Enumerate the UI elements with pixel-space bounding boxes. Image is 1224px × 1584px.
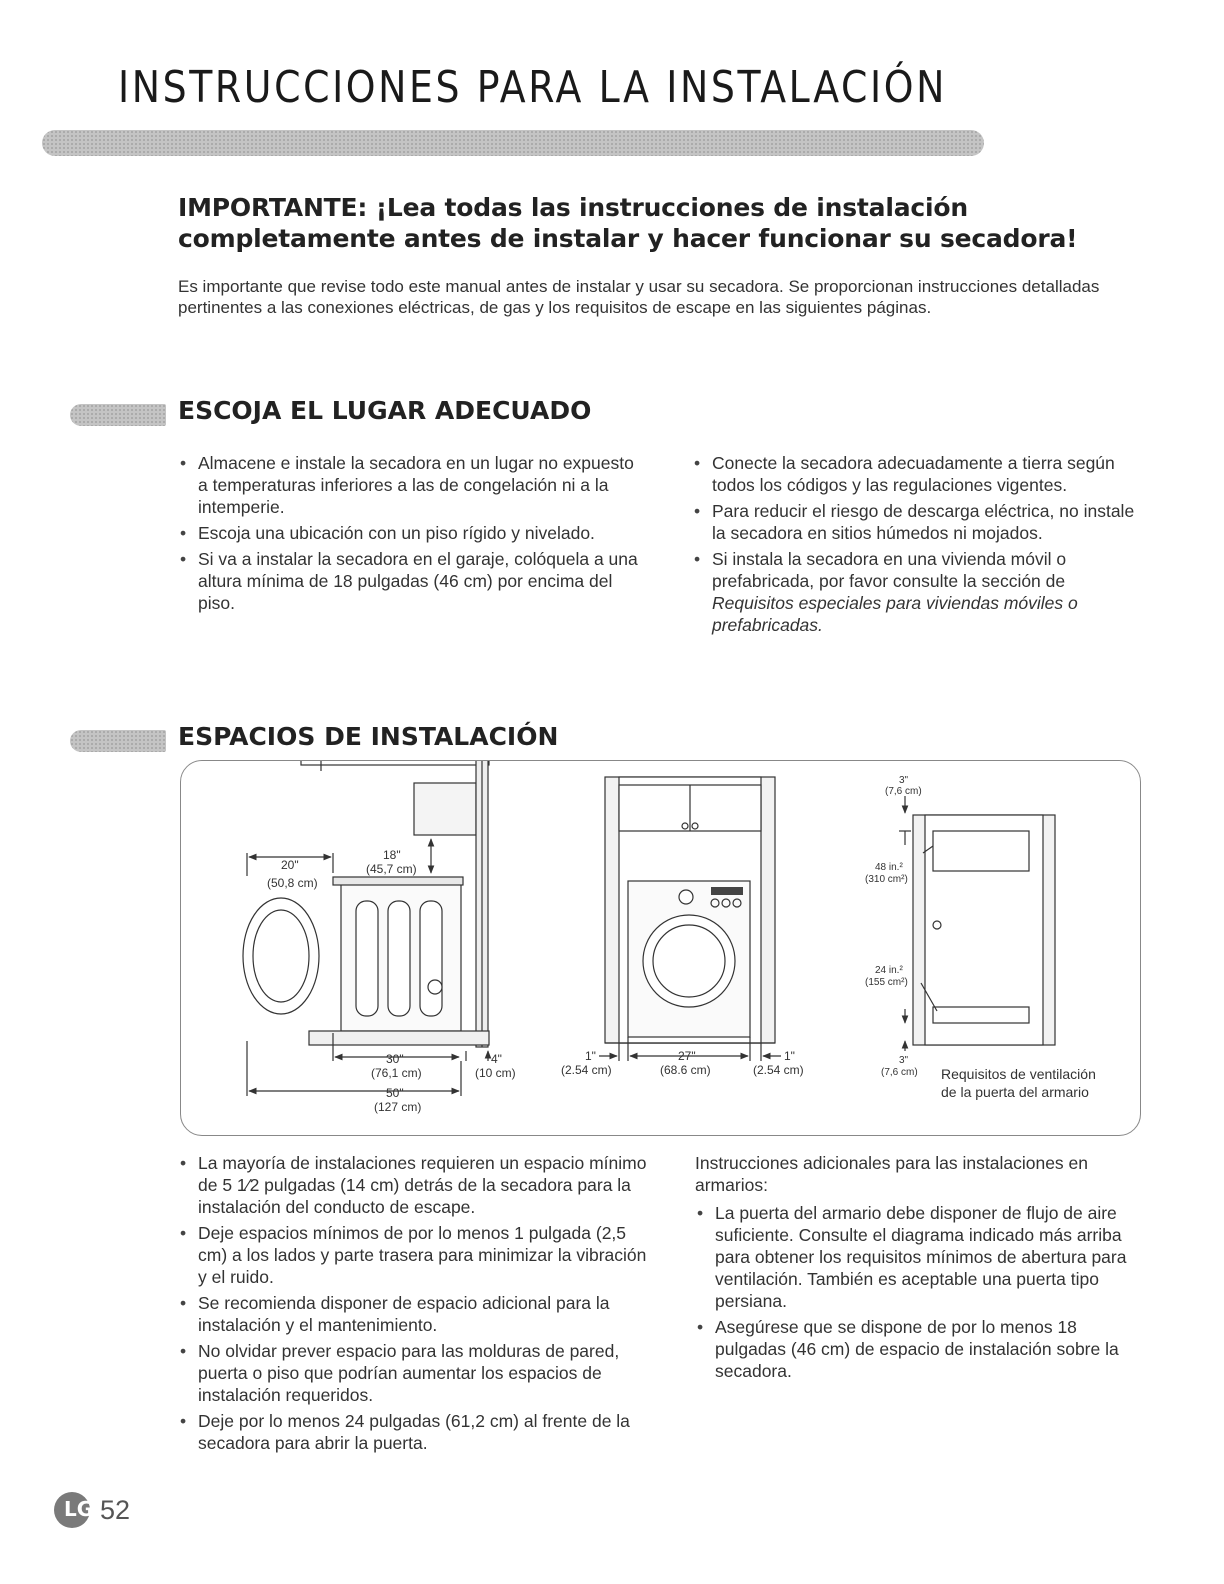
clearances-right-item: • La puerta del armario debe disponer de flujo de aire suficiente. Consulte el diagrama indicado más arriba para obtener los requisitos mínimos de abertura para ventilación. También es aceptable una puerta tipo persiana. (695, 1202, 1145, 1312)
dim-27-in: 27" (678, 1049, 696, 1063)
location-right-item-italic: Requisitos especiales para viviendas móviles o prefabricadas. (712, 593, 1078, 635)
dim-4-cm: (10 cm) (475, 1066, 516, 1080)
section-clearances-title: ESPACIOS DE INSTALACIÓN (178, 722, 559, 751)
dim-18-in: 18" (383, 848, 401, 862)
side-view-diagram (243, 761, 489, 1096)
page-footer (54, 1490, 130, 1530)
location-right-item: • Conecte la secadora adecuadamente a tierra según todos los códigos y las regulaciones vigentes. (692, 452, 1142, 496)
vent-caption-line1: Requisitos de ventilación (941, 1066, 1096, 1082)
page-number: 52 (100, 1494, 131, 1525)
location-right-column (692, 452, 1142, 640)
title-decorative-bar (42, 130, 984, 156)
vent-bottom-cm: (7,6 cm) (881, 1067, 918, 1078)
dim-27-cm: (68.6 cm) (660, 1063, 711, 1077)
dim-50-cm: (127 cm) (374, 1100, 422, 1114)
important-heading-line1: IMPORTANTE: ¡Lea todas las instrucciones de instalación (178, 193, 968, 222)
clearances-right-lead: Instrucciones adicionales para las instalaciones en armarios: (695, 1153, 1089, 1195)
clearances-right-item: • Asegúrese que se dispone de por lo menos 18 pulgadas (46 cm) de espacio de instalación sobre la secadora. (695, 1316, 1145, 1382)
dim-1-right-in: 1" (784, 1049, 795, 1063)
dim-18-cm: (45,7 cm) (366, 862, 417, 876)
dim-4-in: 4" (491, 1052, 502, 1066)
dim-20-in: 20" (281, 858, 299, 872)
dim-1-left-cm: (2.54 cm) (561, 1063, 612, 1077)
clearances-left-item: • Deje espacios mínimos de por lo menos 1 pulgada (2,5 cm) a los lados y parte trasera para minimizar la vibración y el ruido. (178, 1222, 648, 1288)
vent-lower-area-in: 24 in.² (875, 965, 903, 976)
location-right-item: • Para reducir el riesgo de descarga eléctrica, no instale la secadora en sitios húmedos ni mojados. (692, 500, 1142, 544)
location-left-item: • Si va a instalar la secadora en el garaje, colóquela a una altura mínima de 18 pulgadas (46 cm) por encima del piso. (178, 548, 638, 614)
dim-20-cm: (50,8 cm) (267, 876, 318, 890)
front-view-diagram (599, 777, 781, 1061)
dim-30-cm: (76,1 cm) (371, 1066, 422, 1080)
important-heading-line2: completamente antes de instalar y hacer funcionar su secadora! (178, 224, 1078, 253)
lg-logo-text: LG (64, 1497, 94, 1521)
clearances-left-item: • La mayoría de instalaciones requieren un espacio mínimo de 5 1⁄2 pulgadas (14 cm) detrás de la secadora para la instalación del conducto de escape. (178, 1152, 648, 1218)
location-right-item (692, 548, 1142, 636)
page-title: INSTRUCCIONES PARA LA INSTALACIÓN (118, 62, 947, 113)
clearance-diagram (180, 760, 1141, 1136)
section-pill-decoration (70, 404, 166, 426)
lg-logo (54, 1492, 94, 1528)
vent-lower-area-cm: (155 cm²) (865, 977, 908, 988)
important-heading (178, 192, 1138, 254)
dim-50-in: 50" (386, 1086, 404, 1100)
vent-bottom-in: 3" (899, 1055, 909, 1066)
location-left-item: • Escoja una ubicación con un piso rígido y nivelado. (178, 522, 638, 544)
door-vent-diagram (899, 796, 1055, 1051)
clearances-left-item: • No olvidar prever espacio para las molduras de pared, puerta o piso que podrían aumentar los espacios de instalación requeridos. (178, 1340, 648, 1406)
vent-caption-line2: de la puerta del armario (941, 1084, 1089, 1100)
vent-upper-area-in: 48 in.² (875, 862, 903, 873)
dim-1-right-cm: (2.54 cm) (753, 1063, 804, 1077)
intro-paragraph: Es importante que revise todo este manual antes de instalar y usar su secadora. Se proporcionan instrucciones detalladas pertinentes a las conexiones eléctricas, de gas y los requisitos de escape en las siguientes páginas. (178, 277, 1100, 317)
vent-top-in: 3" (899, 775, 909, 786)
section-pill-decoration (70, 730, 166, 752)
location-left-item: • Almacene e instale la secadora en un lugar no expuesto a temperaturas inferiores a las de congelación ni a la intemperie. (178, 452, 638, 518)
vent-upper-area-cm: (310 cm²) (865, 874, 908, 885)
clearances-left-column (178, 1152, 648, 1458)
vent-top-cm: (7,6 cm) (885, 786, 922, 797)
dim-1-left-in: 1" (585, 1049, 596, 1063)
clearances-left-item: • Se recomienda disponer de espacio adicional para la instalación y el mantenimiento. (178, 1292, 648, 1336)
clearances-left-item: • Deje por lo menos 24 pulgadas (61,2 cm) al frente de la secadora para abrir la puerta. (178, 1410, 648, 1454)
dim-30-in: 30" (386, 1052, 404, 1066)
section-location-title: ESCOJA EL LUGAR ADECUADO (178, 396, 592, 425)
location-right-item-text: Si instala la secadora en una vivienda móvil o prefabricada, por favor consulte la sección de (712, 549, 1067, 591)
location-left-column (178, 452, 638, 618)
clearances-right-column (695, 1152, 1145, 1386)
